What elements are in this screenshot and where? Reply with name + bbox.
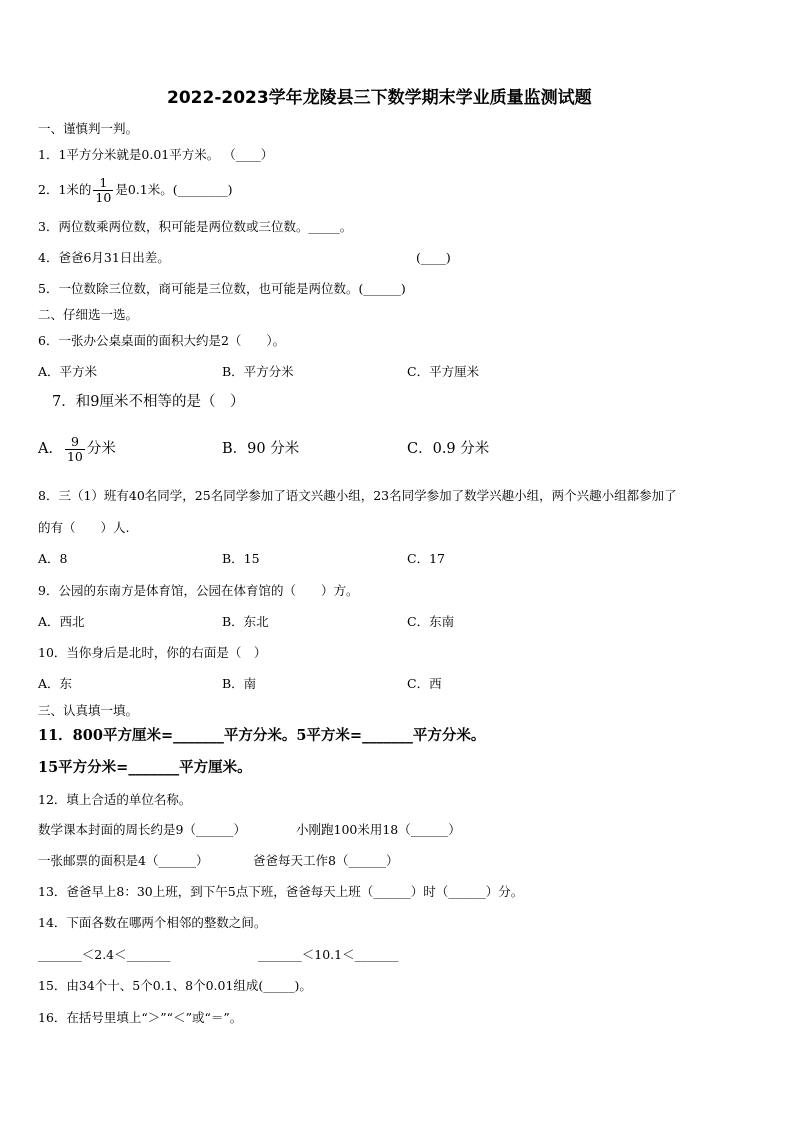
question-12-item-1: 数学课本封面的周长约是9（______） [38, 822, 246, 837]
question-8-option-b: B．15 [222, 551, 260, 566]
question-14-item-1: _______＜2.4＜_______ [38, 947, 171, 962]
question-14: 14．下面各数在哪两个相邻的整数之间。 [38, 915, 267, 930]
section-heading-2: 二、仔细选一选。 [38, 307, 139, 322]
question-7: 7．和9厘米不相等的是（ ） [52, 394, 245, 410]
question-11-line-2: 15平方分米=_______平方厘米。 [38, 759, 252, 776]
question-10-option-a: A．东 [38, 676, 73, 691]
section-heading-1: 一、谨慎判一判。 [38, 121, 139, 136]
question-7-option-c: C．0.9 分米 [407, 441, 490, 457]
question-8-option-c: C．17 [407, 551, 445, 566]
question-12-item-3: 一张邮票的面积是4（______） [38, 853, 209, 868]
question-7-option-a-prefix: A． [38, 441, 63, 457]
question-5: 5．一位数除三位数，商可能是三位数，也可能是两位数。(______) [38, 281, 406, 296]
question-12-item-2: 小刚跑100米用18（______） [296, 822, 461, 837]
question-7-option-a-unit: 分米 [86, 441, 116, 457]
question-15: 15．由34个十、5个0.1、8个0.01组成(_____)。 [38, 978, 312, 993]
question-6-option-a: A．平方米 [38, 364, 98, 379]
fraction [65, 435, 85, 464]
question-4: 4．爸爸6月31日出差。 [38, 250, 170, 265]
question-9-option-c: C．东南 [407, 614, 455, 629]
question-6-option-b: B．平方分米 [222, 364, 294, 379]
question-14-item-2: _______＜10.1＜_______ [258, 947, 399, 962]
question-2-suffix: 是0.1米。(________) [115, 182, 233, 197]
question-4-blank: (____) [416, 250, 451, 265]
question-1: 1．1平方分米就是0.01平方米。 （____） [38, 147, 274, 162]
page-title: 2022-2023学年龙陵县三下数学期末学业质量监测试题 [167, 88, 592, 108]
question-6-option-c: C．平方厘米 [407, 364, 480, 379]
question-8-line-2: 的有（ ）人. [38, 520, 130, 535]
section-heading-3: 三、认真填一填。 [38, 703, 139, 718]
fraction-denominator: 10 [95, 190, 112, 205]
question-9-option-b: B．东北 [222, 614, 269, 629]
question-13: 13．爸爸早上8：30上班，到下午5点下班，爸爸每天上班（______）时（______）分。 [38, 884, 524, 899]
question-7-option-b: B．90 分米 [222, 441, 300, 457]
fraction-numerator: 9 [65, 435, 85, 450]
question-9-option-a: A．西北 [38, 614, 85, 629]
question-8-option-a: A．8 [38, 551, 68, 566]
question-10-option-b: B．南 [222, 676, 257, 691]
question-10-option-c: C．西 [407, 676, 442, 691]
question-6: 6．一张办公桌桌面的面积大约是2（ ）。 [38, 333, 286, 348]
question-8-line-1: 8．三（1）班有40名同学，25名同学参加了语文兴趣小组，23名同学参加了数学兴趣小组，两个兴趣小组都参加了 [38, 488, 677, 503]
question-12: 12．填上合适的单位名称。 [38, 792, 192, 807]
question-2-prefix: 2．1米的 [38, 182, 92, 197]
question-10: 10．当你身后是北时，你的右面是（ ） [38, 645, 267, 660]
question-16: 16．在括号里填上“＞”“＜”或“＝”。 [38, 1010, 243, 1025]
fraction-denominator: 10 [66, 448, 83, 464]
question-2 [38, 172, 232, 208]
fraction [93, 176, 113, 205]
question-7-option-a [38, 431, 116, 467]
question-11-line-1: 11．800平方厘米=_______平方分米。5平方米=_______平方分米。 [38, 727, 486, 744]
question-3: 3．两位数乘两位数，积可能是两位数或三位数。_____。 [38, 219, 353, 234]
question-12-item-4: 爸爸每天工作8（______） [253, 853, 399, 868]
fraction-numerator: 1 [93, 176, 113, 191]
question-9: 9．公园的东南方是体育馆，公园在体育馆的（ ）方。 [38, 583, 359, 598]
